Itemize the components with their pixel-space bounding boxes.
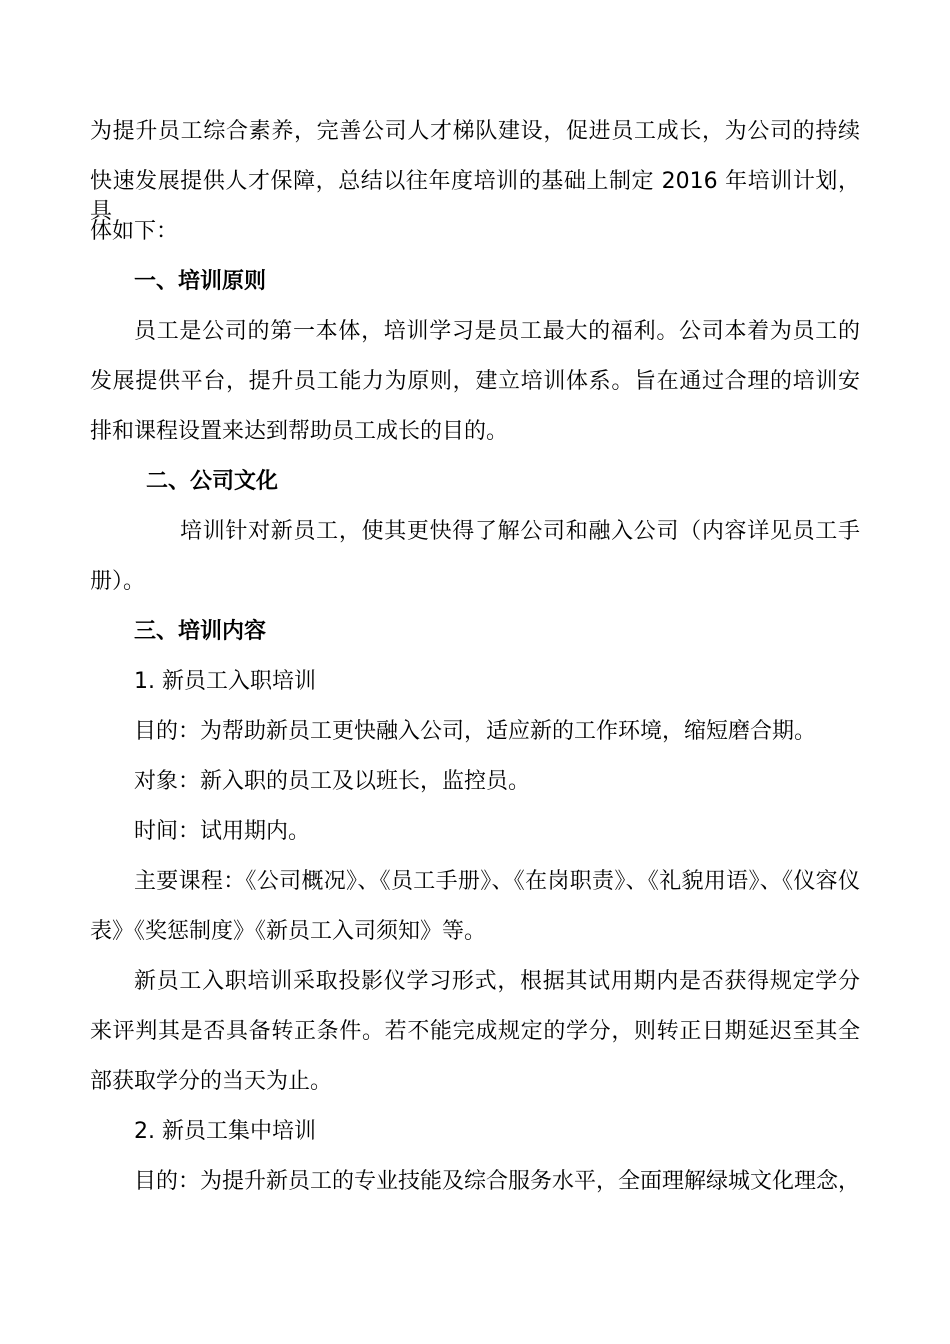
section-heading-culture: 二、公司文化 bbox=[146, 469, 279, 494]
item-1-paragraph-line-1: 新员工入职培训采取投影仪学习形式，根据其试用期内是否获得规定学分 bbox=[134, 969, 860, 994]
intro-line-3: 体如下： bbox=[90, 219, 179, 244]
item-1-paragraph-line-3: 部获取学分的当天为止。 bbox=[90, 1069, 333, 1094]
item-1-purpose: 目的：为帮助新员工更快融入公司，适应新的工作环境，缩短磨合期。 bbox=[134, 719, 817, 744]
culture-line-2: 册）。 bbox=[90, 569, 146, 594]
intro-line-1: 为提升员工综合素养，完善公司人才梯队建设，促进员工成长，为公司的持续 bbox=[90, 119, 860, 144]
section-heading-content: 三、培训内容 bbox=[134, 619, 267, 644]
item-1-courses-line-1: 主要课程：《公司概况》、《员工手册》、《在岗职责》、《礼貌用语》、《仪容仪 bbox=[134, 869, 860, 894]
item-1-target: 对象：新入职的员工及以班长，监控员。 bbox=[134, 769, 531, 794]
item-1-time: 时间：试用期内。 bbox=[134, 819, 311, 844]
item-1-title: 1. 新员工入职培训 bbox=[134, 669, 316, 694]
intro-line-2: 快速发展提供人才保障，总结以往年度培训的基础上制定 2016 年培训计划，具 bbox=[90, 169, 860, 224]
item-1-paragraph-line-2: 来评判其是否具备转正条件。若不能完成规定的学分，则转正日期延迟至其全 bbox=[90, 1019, 860, 1044]
principles-line-2: 发展提供平台，提升员工能力为原则，建立培训体系。旨在通过合理的培训安 bbox=[90, 369, 860, 394]
principles-line-1: 员工是公司的第一本体，培训学习是员工最大的福利。公司本着为员工的 bbox=[134, 319, 860, 344]
item-2-title: 2. 新员工集中培训 bbox=[134, 1119, 316, 1144]
item-1-courses-line-2: 表》《奖惩制度》《新员工入司须知》等。 bbox=[90, 919, 487, 944]
item-2-purpose-line-1: 目的：为提升新员工的专业技能及综合服务水平，全面理解绿城文化理念， bbox=[134, 1169, 861, 1194]
principles-line-3: 排和课程设置来达到帮助员工成长的目的。 bbox=[90, 419, 509, 444]
culture-line-1: 培训针对新员工，使其更快得了解公司和融入公司（内容详见员工手 bbox=[180, 519, 860, 544]
section-heading-principles: 一、培训原则 bbox=[134, 269, 267, 294]
